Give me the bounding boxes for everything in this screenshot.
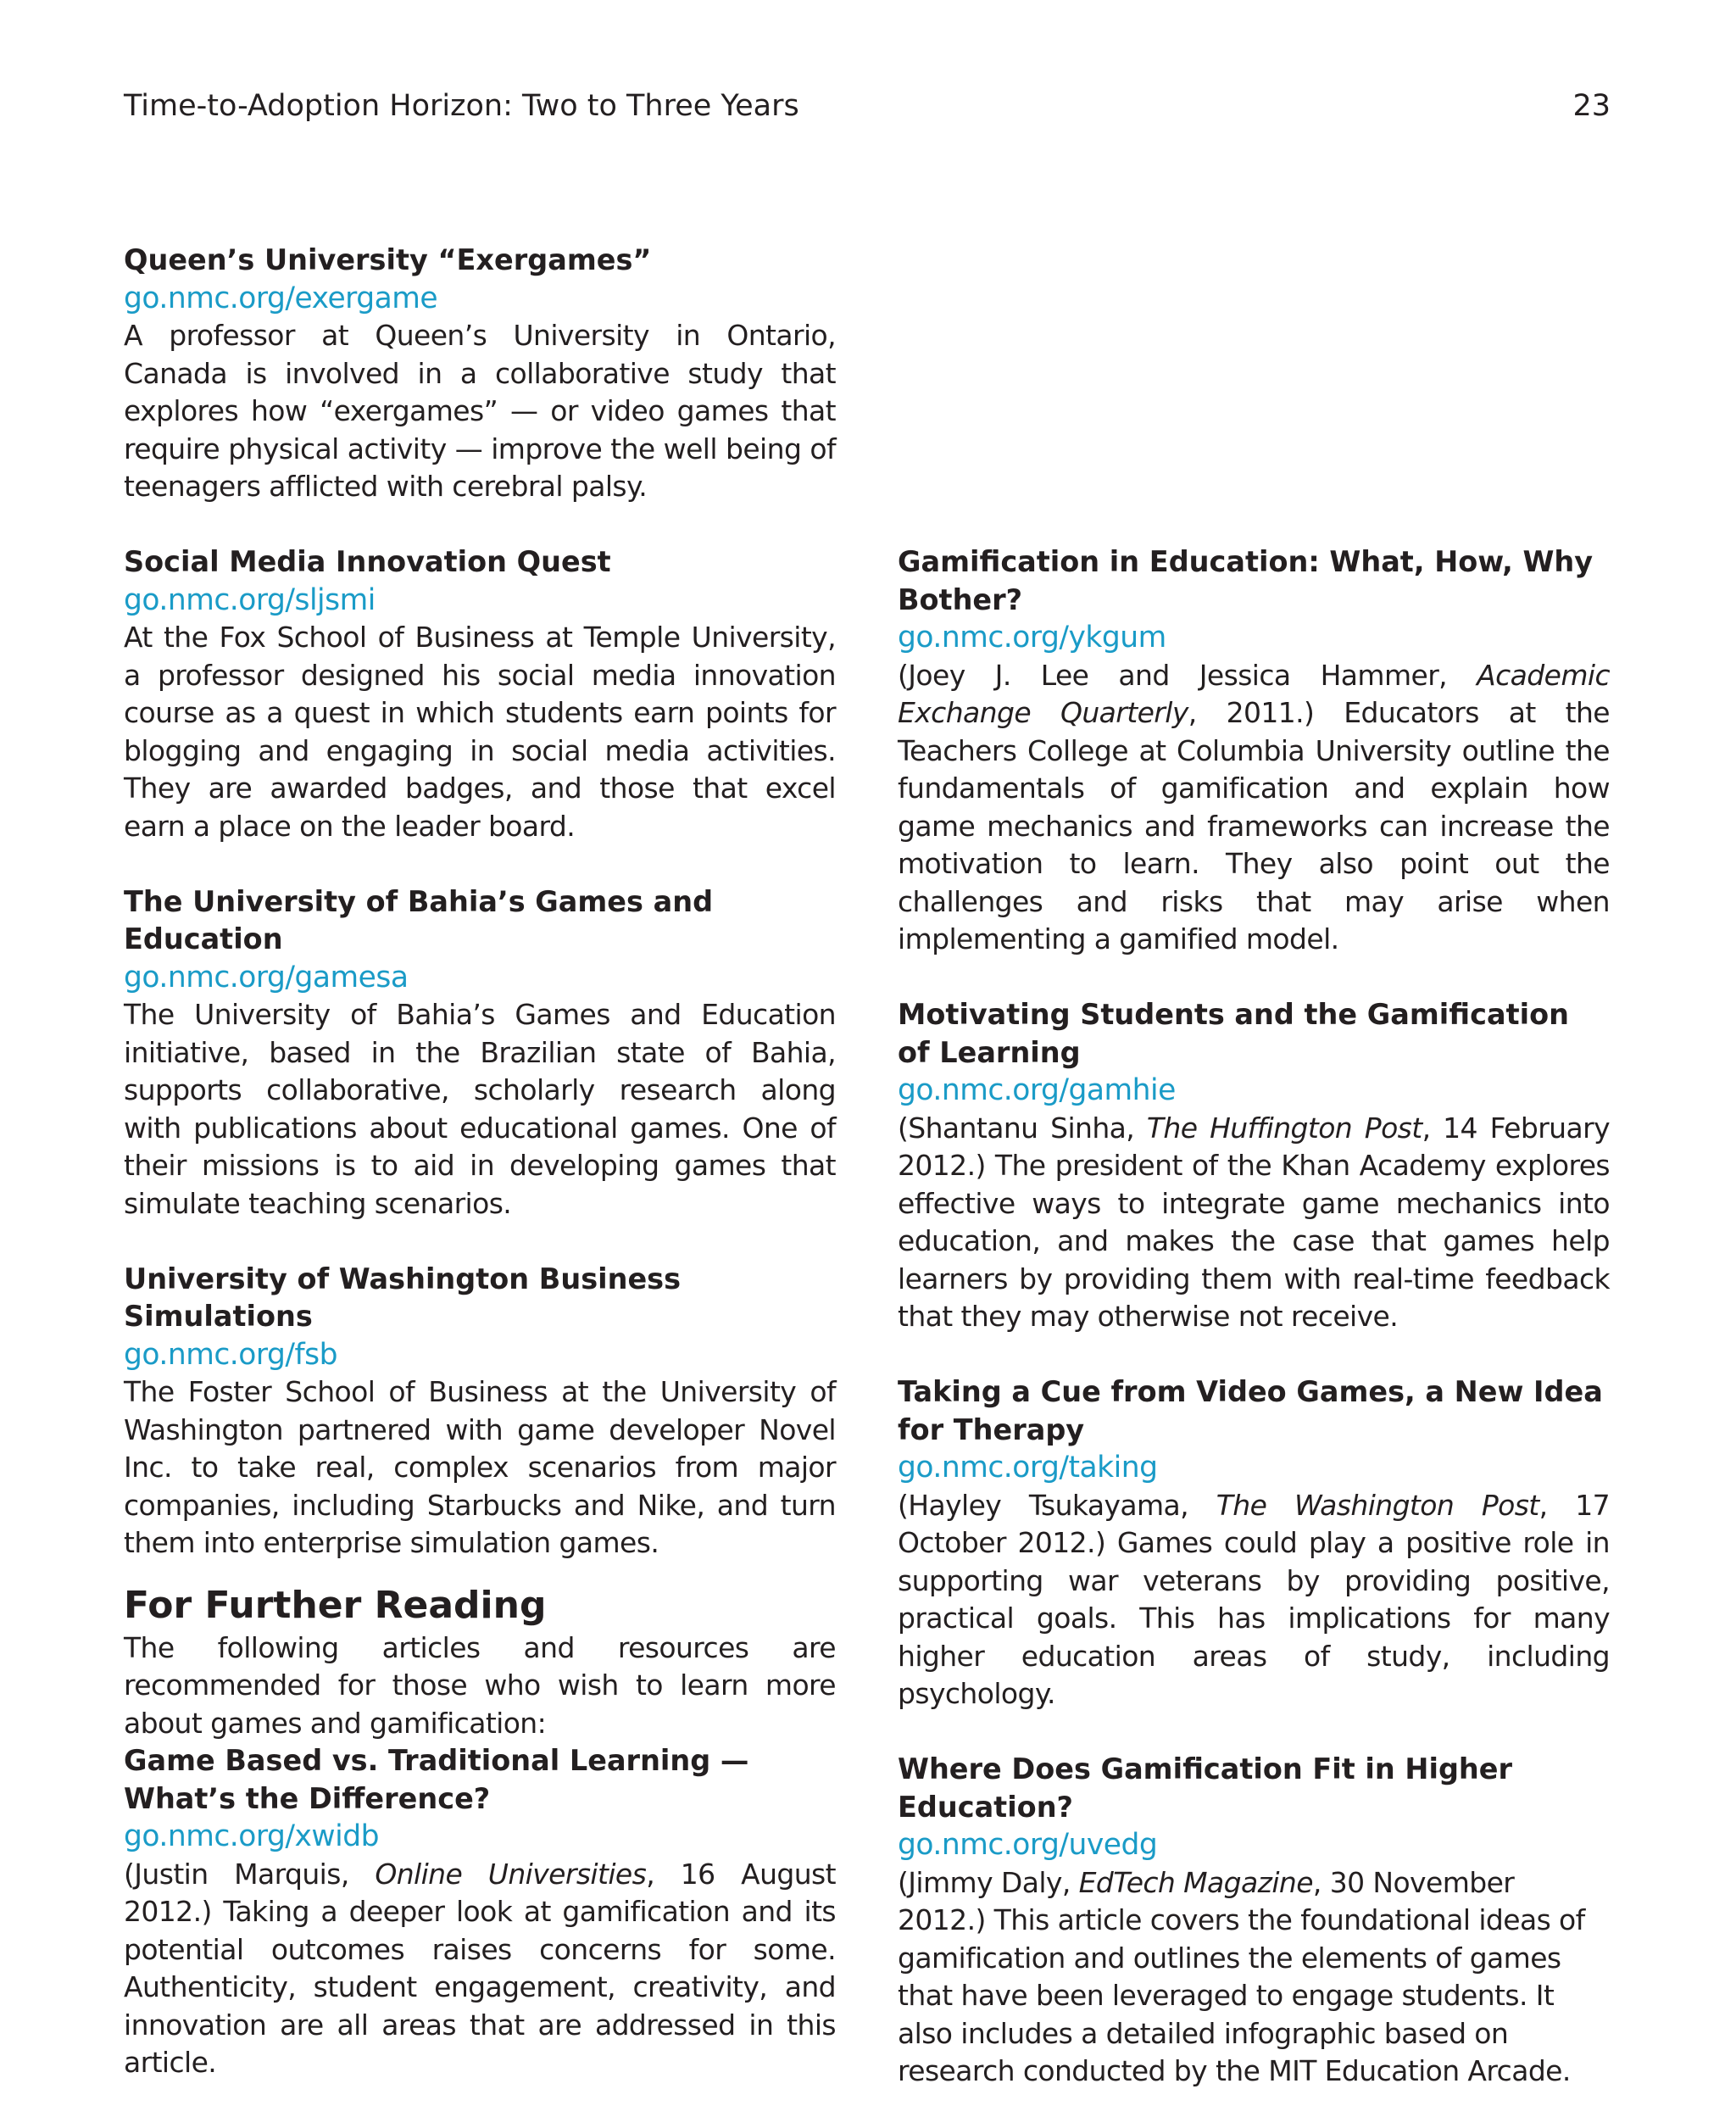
entry-title: University of Washington Business Simulations: [124, 1262, 682, 1333]
entry-title: The University of Bahia’s Games and Education: [124, 884, 714, 955]
entry-summary: Educators at the Teachers College at Columbia University outline the fundamentals of gamification and explain how game mechanics and frameworks can increase the motivation to learn. They also point out the challenges and risks that may arise when implementing a gamified model.: [898, 696, 1611, 955]
citation-close: , 14 February 2012.): [898, 1111, 1611, 1182]
entry-text: [898, 1487, 1610, 1713]
citation-source: Academic Exchange Quarterly: [898, 658, 1610, 729]
entry-link[interactable]: go.nmc.org/xwidb: [124, 1819, 380, 1853]
entry-link[interactable]: go.nmc.org/taking: [898, 1451, 1158, 1485]
entry-text: [898, 657, 1610, 959]
entry-title: Social Media Innovation Quest: [124, 545, 611, 578]
entry-link[interactable]: go.nmc.org/sljsmi: [124, 582, 376, 617]
example-entry: [124, 883, 836, 1223]
reading-entry: [124, 1742, 836, 2082]
entry-link[interactable]: go.nmc.org/gamesa: [124, 960, 409, 994]
entry-title: Taking a Cue from Video Games, a New Idea for Therapy: [898, 1375, 1603, 1446]
reading-entry: [898, 543, 1610, 959]
entry-summary: This article covers the foundational ideas of gamification and outlines the elements of games that have been leveraged to engage students. It also includes a detailed infographic based on research conducted by the MIT Education Arcade.: [898, 1903, 1585, 2087]
page-number: 23: [1572, 89, 1611, 123]
entry-text: At the Fox School of Business at Temple University, a professor designed his social media innovation course as a quest in which students earn points for blogging and engaging in social media activities. They are awarded badges, and those that excel earn a place on the leader board.: [124, 621, 836, 843]
entry-summary: The president of the Khan Academy explores effective ways to integrate game mechanics into education, and makes the case that games help learners by providing them with real-time feedback that they may otherwise not receive.: [898, 1149, 1610, 1333]
citation-open: (Jimmy Daly,: [898, 1865, 1079, 1899]
entry-text: [124, 1856, 836, 2082]
entry-link[interactable]: go.nmc.org/fsb: [124, 1337, 338, 1372]
entry-text: [898, 1864, 1610, 2091]
example-entry: [124, 1261, 836, 1563]
reading-entry: [898, 1751, 1610, 2091]
entry-title: Motivating Students and the Gamification of Learning: [898, 998, 1569, 1069]
citation-source: The Washington Post: [1216, 1488, 1539, 1522]
left-column: [124, 242, 836, 2120]
reading-entry: [898, 1373, 1610, 1713]
reading-entry: [898, 996, 1610, 1336]
right-column: [898, 543, 1610, 2128]
citation-close: , 17 October 2012.): [898, 1488, 1610, 1559]
citation-source: Online Universities: [375, 1857, 647, 1891]
citation-open: (Shantanu Sinha,: [898, 1111, 1147, 1145]
entry-title: Queen’s University “Exergames”: [124, 243, 652, 276]
further-reading-intro: The following articles and resources are recommended for those who wish to learn more about games and gamification:: [124, 1630, 836, 1740]
entry-text: The Foster School of Business at the University of Washington partnered with game developer Novel Inc. to take real, complex scenarios from major companies, including Starbucks and Nike, and turn them into enterprise simulation games.: [124, 1375, 836, 1559]
citation-open: (Justin Marquis,: [124, 1857, 376, 1891]
running-header: Time-to-Adoption Horizon: Two to Three Years: [124, 89, 799, 123]
entry-link[interactable]: go.nmc.org/exergame: [124, 281, 438, 315]
entry-text: [898, 1110, 1610, 1336]
entry-summary: Games could play a positive role in supporting war veterans by providing positive, practical goals. This has implications for many higher education areas of study, including psychology.: [898, 1526, 1610, 1710]
example-entry: [124, 242, 836, 506]
further-reading-heading: For Further Reading: [124, 1583, 547, 1627]
citation-source: The Huffington Post: [1146, 1111, 1422, 1145]
entry-link[interactable]: go.nmc.org/ykgum: [898, 621, 1166, 655]
example-entry: [124, 543, 836, 845]
entry-link[interactable]: go.nmc.org/uvedg: [898, 1828, 1158, 1862]
citation-close: , 2011.): [1188, 696, 1315, 729]
entry-title: Gamification in Education: What, How, Why Bother?: [898, 545, 1594, 616]
entry-summary: Taking a deeper look at gamification and its potential outcomes raises concerns for some. Authenticity, student engagement, creativity, and innovation are all areas that are addressed in this article.: [124, 1895, 836, 2079]
citation-open: (Hayley Tsukayama,: [898, 1488, 1216, 1522]
citation-source: EdTech Magazine: [1078, 1865, 1313, 1899]
entry-title: Where Does Gamification Fit in Higher Education?: [898, 1752, 1513, 1824]
citation-close: , 30 November 2012.): [898, 1865, 1515, 1936]
citation-open: (Joey J. Lee and Jessica Hammer,: [898, 658, 1477, 692]
citation-close: , 16 August 2012.): [124, 1857, 836, 1928]
entry-text: A professor at Queen’s University in Ontario, Canada is involved in a collaborative study that explores how “exergames” — or video games that require physical activity — improve the well being of teenagers afflicted with cerebral palsy.: [124, 319, 836, 503]
entry-title: Game Based vs. Traditional Learning — What’s the Difference?: [124, 1744, 749, 1815]
entry-text: The University of Bahia’s Games and Education initiative, based in the Brazilian state of Bahia, supports collaborative, scholarly research along with publications about educational games. One of their missions is to aid in developing games that simulate teaching scenarios.: [124, 998, 836, 1220]
entry-link[interactable]: go.nmc.org/gamhie: [898, 1073, 1176, 1107]
